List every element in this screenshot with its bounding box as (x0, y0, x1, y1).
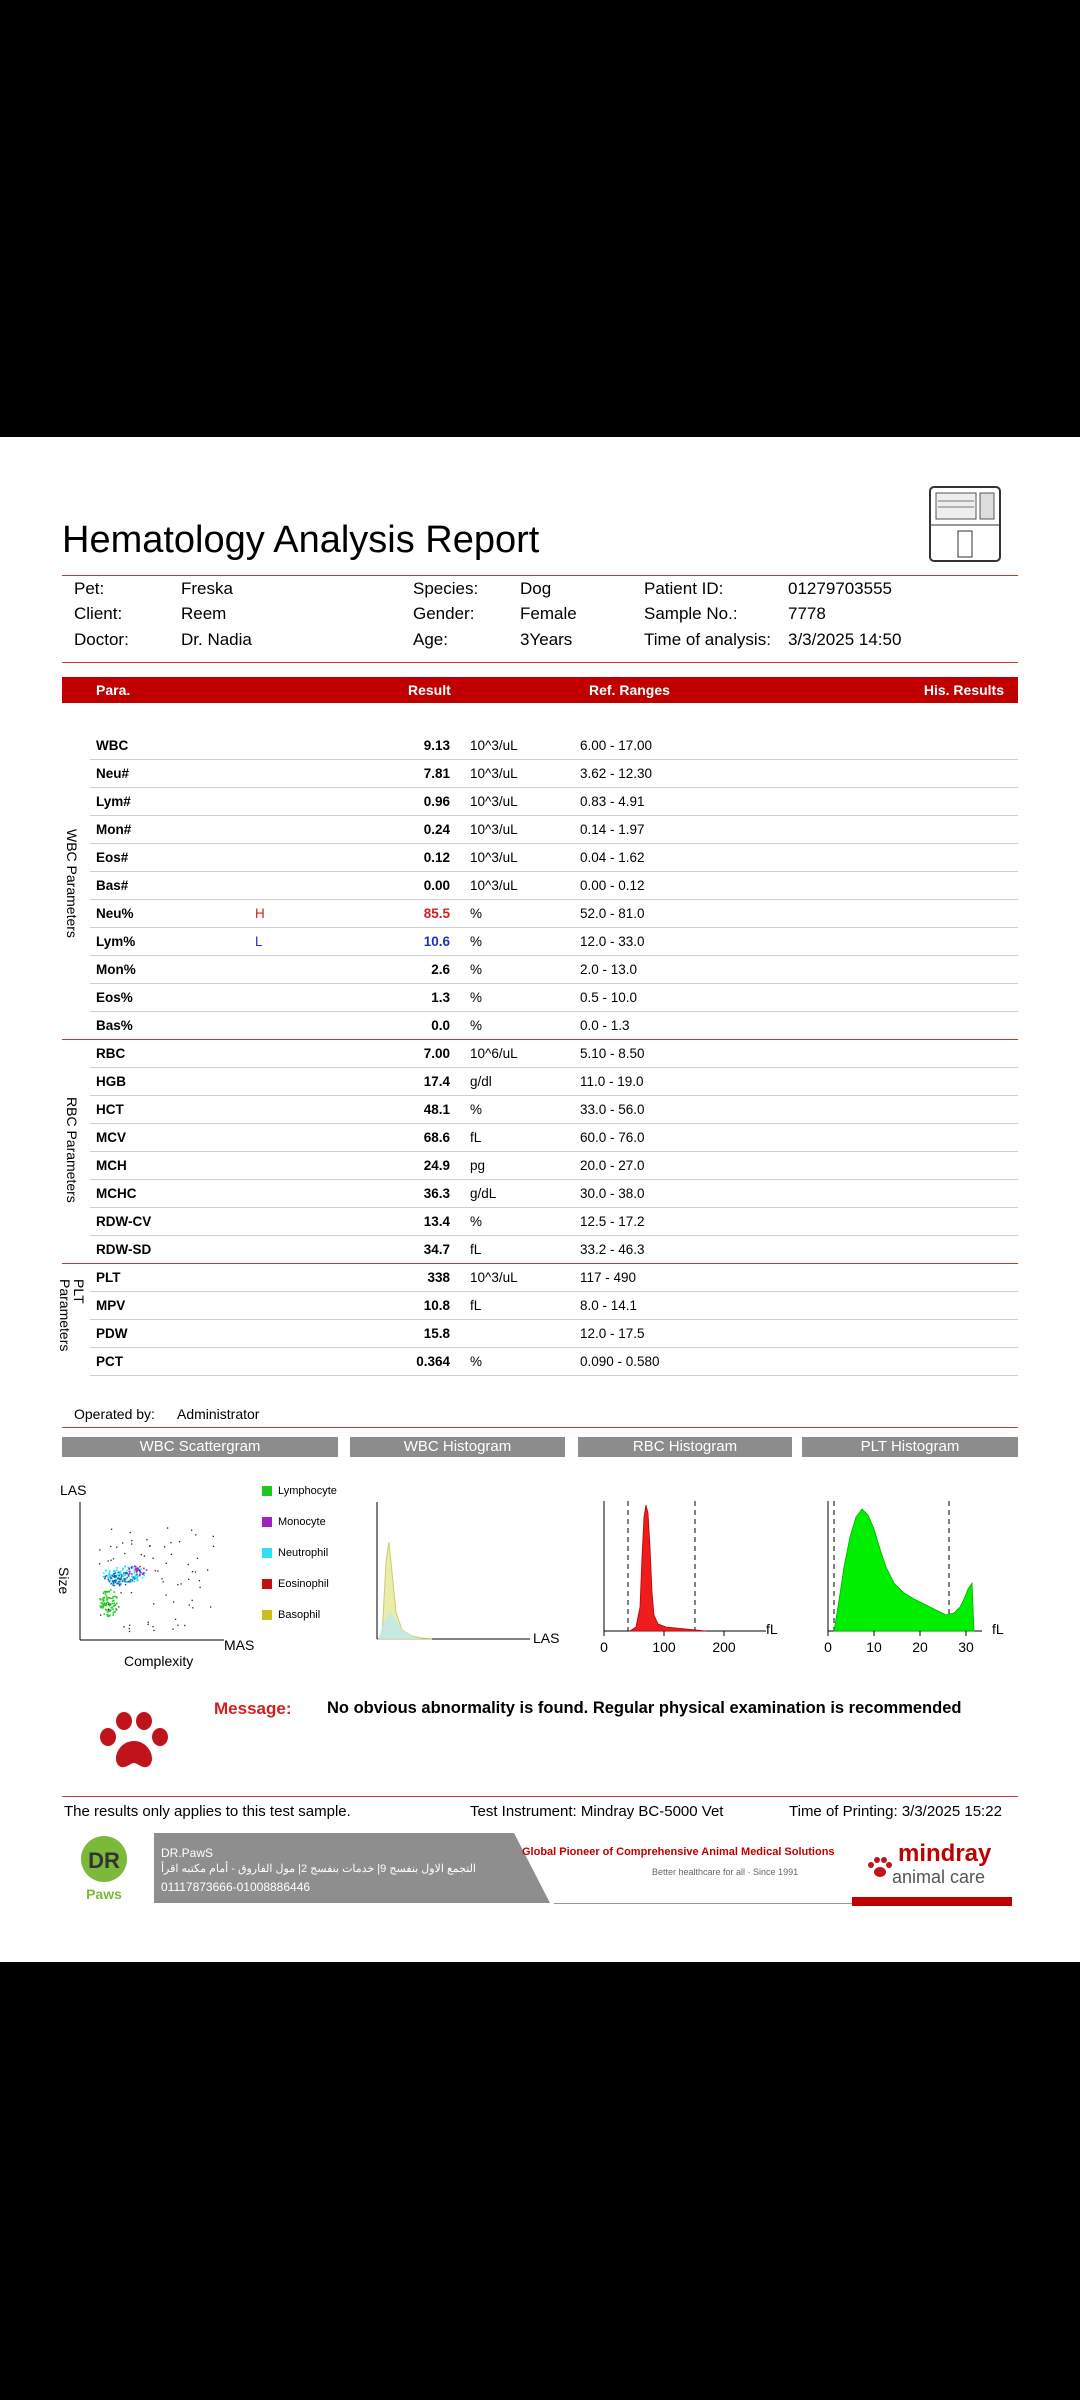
legend-swatch (262, 1610, 272, 1620)
ref-range: 33.0 - 56.0 (580, 1102, 645, 1117)
pet-value: Freska (181, 579, 233, 598)
doctor-value: Dr. Nadia (181, 630, 252, 649)
unit: % (470, 1102, 483, 1117)
divider (62, 1796, 1018, 1797)
result-value: 0.00 (423, 878, 450, 893)
result-value: 0.364 (416, 1354, 450, 1369)
result-value: 1.3 (431, 990, 450, 1005)
pet-label: Pet: (74, 579, 105, 598)
ref-range: 0.00 - 0.12 (580, 878, 645, 893)
ref-range: 30.0 - 38.0 (580, 1186, 645, 1201)
group-label-plt: PLT Parameters (57, 1279, 87, 1352)
table-row (90, 787, 1018, 816)
table-row (90, 871, 1018, 900)
param-name: Bas# (96, 878, 129, 893)
param-name: Lym# (96, 794, 131, 809)
param-name: Neu% (96, 906, 134, 921)
legend-label: Eosinophil (278, 1578, 329, 1591)
unit: 10^3/uL (470, 738, 518, 753)
panel-header-scatter: WBC Scattergram (62, 1437, 338, 1457)
plt-histogram (822, 1497, 1018, 1657)
unit: 10^3/uL (470, 822, 518, 837)
unit: 10^3/uL (470, 794, 518, 809)
table-row (90, 1095, 1018, 1124)
group-label-rbc: RBC Parameters (64, 1097, 80, 1203)
result-value: 2.6 (431, 962, 450, 977)
rbc-tick-0: 0 (600, 1639, 608, 1655)
ref-range: 0.090 - 0.580 (580, 1354, 660, 1369)
param-name: RBC (96, 1046, 126, 1061)
legend-swatch (262, 1579, 272, 1589)
table-row (90, 731, 1018, 760)
param-name: WBC (96, 738, 129, 753)
ref-range: 20.0 - 27.0 (580, 1158, 645, 1173)
table-row (90, 927, 1018, 956)
table-row (90, 1347, 1018, 1376)
ref-range: 2.0 - 13.0 (580, 962, 638, 977)
divider (62, 1427, 1018, 1428)
clinic-address: التجمع الاول بنفسج 9| خدمات بنفسج 2| مول الفاروق - أمام مكتبه اقرأ (161, 1863, 476, 1875)
unit: g/dl (470, 1074, 492, 1089)
species-label: Species: (413, 579, 479, 598)
ref-range: 12.0 - 33.0 (580, 934, 645, 949)
panel-header-plt-hist: PLT Histogram (802, 1437, 1018, 1457)
plt-unit: fL (992, 1621, 1004, 1637)
table-row (90, 1039, 1018, 1068)
footer-applies: The results only applies to this test sample. (64, 1803, 351, 1820)
param-name: HGB (96, 1074, 126, 1089)
ref-range: 117 - 490 (580, 1270, 637, 1285)
clinic-logo (76, 1833, 132, 1903)
ref-range: 11.0 - 19.0 (580, 1074, 644, 1089)
time-label: Time of analysis: (644, 630, 771, 649)
unit: fL (470, 1298, 482, 1313)
col-his: His. Results (923, 682, 1004, 698)
table-row (90, 1263, 1018, 1292)
brand-sub: Better healthcare for all · Since 1991 (652, 1867, 799, 1877)
unit: 10^3/uL (470, 1270, 518, 1285)
rbc-histogram (596, 1497, 786, 1657)
unit: % (470, 962, 483, 977)
table-row (90, 1235, 1018, 1264)
scatter-x-label: Complexity (124, 1653, 194, 1669)
legend-label: Monocyte (278, 1516, 326, 1529)
table-row (90, 983, 1018, 1012)
result-value: 0.24 (423, 822, 450, 837)
param-name: MCV (96, 1130, 126, 1145)
plt-tick-30: 30 (958, 1639, 974, 1655)
unit: 10^3/uL (470, 850, 518, 865)
ref-range: 0.5 - 10.0 (580, 990, 638, 1005)
age-value: 3Years (520, 630, 573, 649)
rbc-unit: fL (766, 1621, 778, 1637)
scatter-y-top: LAS (60, 1482, 87, 1498)
ref-range: 0.0 - 1.3 (580, 1018, 630, 1033)
legend-label: Lymphocyte (278, 1485, 337, 1498)
param-name: Eos# (96, 850, 129, 865)
legend-item (262, 1547, 328, 1559)
param-name: MCHC (96, 1186, 137, 1201)
time-value: 3/3/2025 14:50 (788, 630, 902, 649)
patient-id-label: Patient ID: (644, 579, 724, 598)
result-value: 10.6 (423, 934, 450, 949)
unit: % (470, 1018, 483, 1033)
param-name: Eos% (96, 990, 133, 1005)
report-page (0, 437, 1080, 1962)
age-label: Age: (413, 630, 448, 649)
unit: pg (470, 1158, 486, 1173)
rbc-tick-100: 100 (652, 1639, 676, 1655)
gender-value: Female (520, 604, 577, 623)
result-value: 34.7 (423, 1242, 450, 1257)
table-row (90, 955, 1018, 984)
table-row (90, 1291, 1018, 1320)
unit: % (470, 1214, 483, 1229)
ref-range: 3.62 - 12.30 (580, 766, 653, 781)
table-row (90, 815, 1018, 844)
results-table-header (62, 677, 1018, 703)
group-divider (62, 1039, 1018, 1040)
result-value: 0.0 (431, 1018, 450, 1033)
ref-range: 12.5 - 17.2 (580, 1214, 645, 1229)
table-row (90, 1123, 1018, 1152)
group-label-wbc: WBC Parameters (64, 829, 80, 938)
operated-label: Operated by: (74, 1406, 155, 1422)
ref-range: 5.10 - 8.50 (580, 1046, 645, 1061)
param-name: PDW (96, 1326, 128, 1341)
wbc-hist-x-label: LAS (533, 1630, 560, 1646)
message-label: Message: (214, 1699, 292, 1718)
gender-label: Gender: (413, 604, 475, 623)
param-name: PCT (96, 1354, 123, 1369)
legend-item (262, 1609, 320, 1621)
brand-bar (852, 1897, 1012, 1906)
result-value: 85.5 (423, 906, 450, 921)
ref-range: 52.0 - 81.0 (580, 906, 645, 921)
wbc-histogram (372, 1502, 532, 1642)
result-value: 68.6 (423, 1130, 450, 1145)
col-para: Para. (96, 682, 131, 698)
ref-range: 12.0 - 17.5 (580, 1326, 645, 1341)
param-name: MPV (96, 1298, 126, 1313)
wbc-scattergram (76, 1502, 226, 1642)
ref-range: 0.14 - 1.97 (580, 822, 645, 837)
ref-range: 8.0 - 14.1 (580, 1298, 638, 1313)
scatter-x-end: MAS (224, 1637, 255, 1653)
table-row (90, 759, 1018, 788)
table-row (90, 1067, 1018, 1096)
analyzer-icon (928, 485, 1004, 565)
table-row (90, 1319, 1018, 1348)
result-value: 0.12 (423, 850, 450, 865)
plt-tick-20: 20 (912, 1639, 928, 1655)
sample-value: 7778 (788, 604, 826, 623)
sample-label: Sample No.: (644, 604, 738, 623)
result-value: 13.4 (423, 1214, 450, 1229)
footer-printing: Time of Printing: 3/3/2025 15:22 (789, 1803, 1002, 1820)
mindray-paw-icon (866, 1855, 892, 1879)
param-name: Neu# (96, 766, 130, 781)
unit: 10^3/uL (470, 878, 518, 893)
group-divider (62, 1263, 1018, 1264)
unit: fL (470, 1130, 482, 1145)
param-name: PLT (96, 1270, 121, 1285)
flag: H (255, 906, 265, 921)
ref-range: 0.04 - 1.62 (580, 850, 645, 865)
param-name: Mon% (96, 962, 136, 977)
param-name: Bas% (96, 1018, 133, 1033)
legend-label: Basophil (278, 1609, 321, 1622)
plt-tick-10: 10 (866, 1639, 882, 1655)
col-ref: Ref. Ranges (589, 682, 670, 698)
client-value: Reem (181, 604, 227, 623)
unit: % (470, 906, 483, 921)
ref-range: 0.83 - 4.91 (580, 794, 645, 809)
message-text: No obvious abnormality is found. Regular physical examination is recommended (327, 1699, 962, 1717)
table-row (90, 1151, 1018, 1180)
brand-tagline: Global Pioneer of Comprehensive Animal Medical Solutions (522, 1846, 835, 1858)
unit: % (470, 990, 483, 1005)
result-value: 36.3 (423, 1186, 450, 1201)
legend-label: Neutrophil (278, 1547, 329, 1560)
col-result: Result (408, 682, 451, 698)
unit: % (470, 1354, 483, 1369)
plt-tick-0: 0 (824, 1639, 832, 1655)
unit: 10^6/uL (470, 1046, 518, 1061)
flag: L (255, 934, 263, 949)
client-label: Client: (74, 604, 123, 623)
brand-name-top: mindray (898, 1840, 992, 1867)
patient-id-value: 01279703555 (788, 579, 893, 598)
panel-header-wbc-hist: WBC Histogram (350, 1437, 565, 1457)
result-value: 7.00 (423, 1046, 450, 1061)
result-value: 15.8 (423, 1326, 450, 1341)
table-row (90, 843, 1018, 872)
legend-item (262, 1516, 326, 1528)
brand-name-bottom: animal care (892, 1867, 986, 1887)
divider (62, 662, 1018, 663)
result-value: 10.8 (423, 1298, 450, 1313)
rbc-tick-200: 200 (712, 1639, 736, 1655)
legend-item (262, 1578, 329, 1590)
result-value: 338 (427, 1270, 450, 1285)
page-title: Hematology Analysis Report (62, 519, 540, 561)
ref-range: 33.2 - 46.3 (580, 1242, 645, 1257)
result-value: 48.1 (423, 1102, 450, 1117)
result-value: 17.4 (423, 1074, 450, 1089)
ref-range: 60.0 - 76.0 (580, 1130, 645, 1145)
legend-swatch (262, 1517, 272, 1527)
operated-value: Administrator (177, 1406, 260, 1422)
param-name: RDW-SD (96, 1242, 152, 1257)
param-name: Mon# (96, 822, 132, 837)
species-value: Dog (520, 579, 552, 598)
result-value: 7.81 (423, 766, 450, 781)
ref-range: 6.00 - 17.00 (580, 738, 653, 753)
param-name: MCH (96, 1158, 127, 1173)
table-row (90, 899, 1018, 928)
table-row (90, 1179, 1018, 1208)
result-value: 24.9 (423, 1158, 450, 1173)
unit: fL (470, 1242, 482, 1257)
clinic-name: DR.PawS (161, 1846, 214, 1860)
table-row (90, 1011, 1018, 1040)
param-name: HCT (96, 1102, 124, 1117)
scatter-y-label: Size (56, 1567, 72, 1595)
panel-header-rbc-hist: RBC Histogram (578, 1437, 792, 1457)
legend-swatch (262, 1548, 272, 1558)
divider (62, 575, 1018, 576)
footer-instrument: Test Instrument: Mindray BC-5000 Vet (470, 1803, 724, 1820)
clinic-phones: 01117873666-01008886446 (161, 1880, 311, 1894)
paw-icon (96, 1707, 176, 1777)
unit: g/dL (470, 1186, 497, 1201)
legend-swatch (262, 1486, 272, 1496)
table-row (90, 1207, 1018, 1236)
unit: 10^3/uL (470, 766, 518, 781)
banner-line (554, 1903, 854, 1904)
result-value: 0.96 (423, 794, 450, 809)
unit: % (470, 934, 483, 949)
clinic-logo-bottom: Paws (86, 1886, 122, 1902)
doctor-label: Doctor: (74, 630, 129, 649)
result-value: 9.13 (423, 738, 450, 753)
legend-item (262, 1485, 337, 1497)
param-name: Lym% (96, 934, 136, 949)
clinic-logo-top: DR (88, 1848, 120, 1873)
param-name: RDW-CV (96, 1214, 152, 1229)
